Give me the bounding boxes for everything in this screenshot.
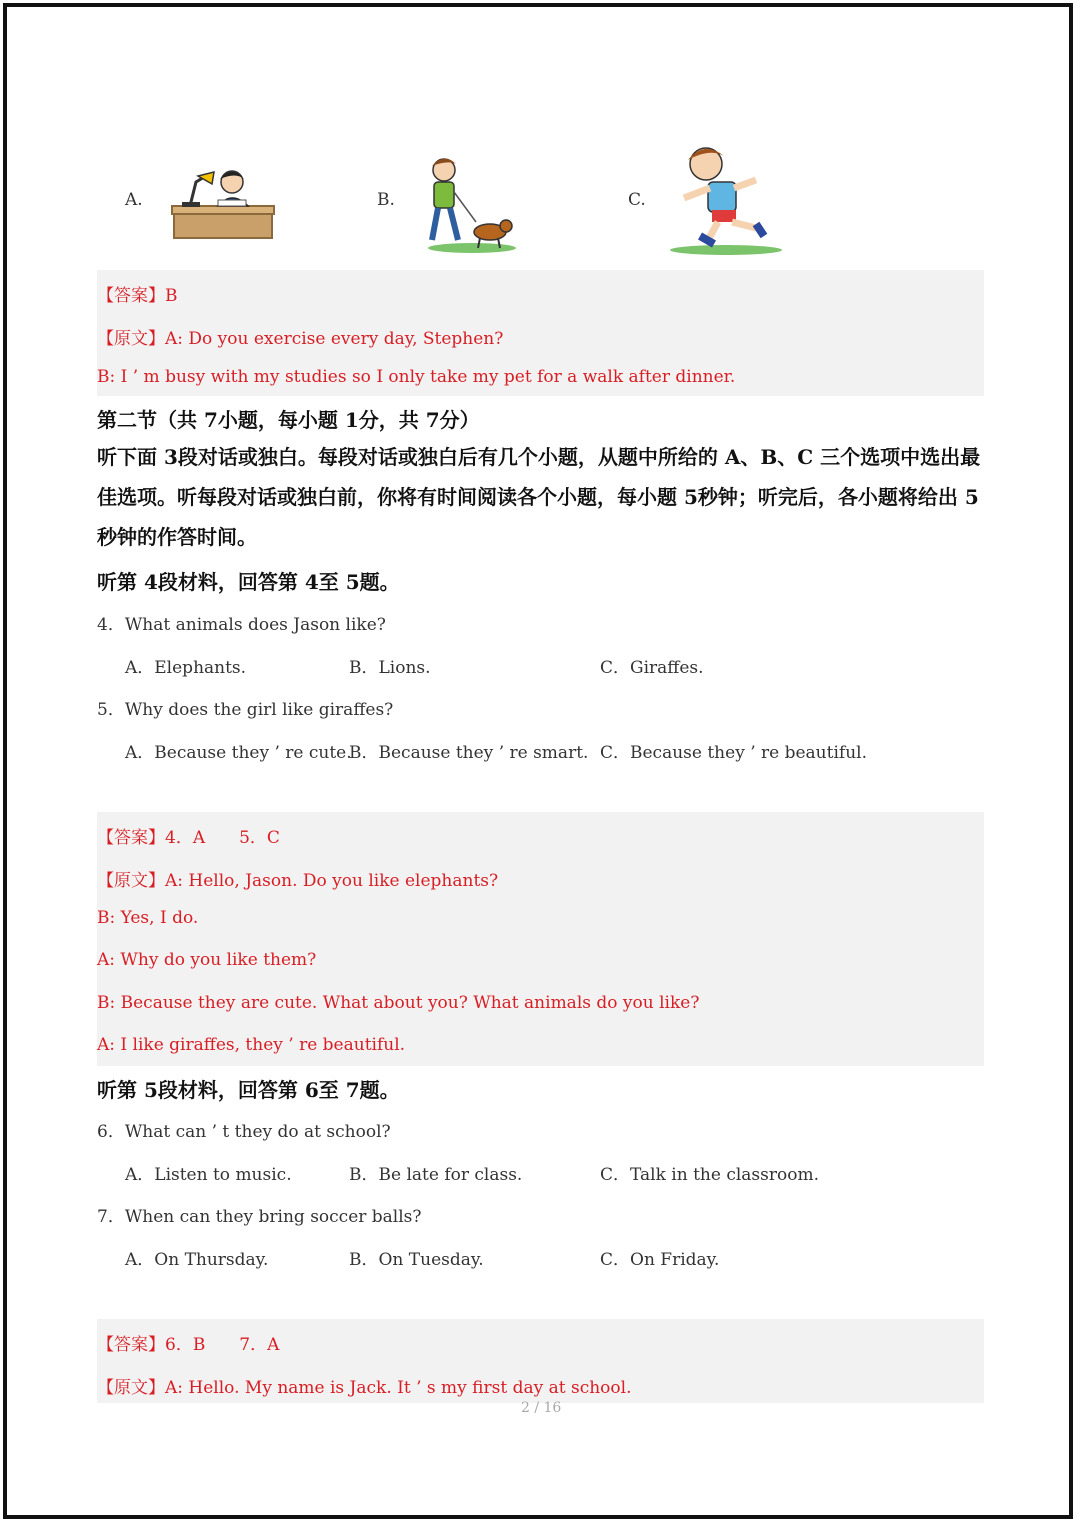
- q5-option-a: A．Because they ’ re cute.: [125, 743, 352, 763]
- section-instructions: 听下面 3段对话或独白。每段对话或独白后有几个小题，从题中所给的 A、B、C 三个选项中选出最佳选项。听每段对话或独白前，你将有时间阅读各个小题，每小题 5秒钟；听完后，各小题将给出 5秒钟的作答时间。: [97, 445, 981, 549]
- part4-heading: 听第 4段材料，回答第 4至 5题。: [97, 570, 400, 594]
- q5-option-b: B．Because they ’ re smart.: [349, 743, 589, 763]
- part5-heading: 听第 5段材料，回答第 6至 7题。: [97, 1078, 400, 1102]
- question-7: 7．When can they bring soccer balls?: [97, 1207, 422, 1227]
- question-6: 6．What can ’ t they do at school?: [97, 1122, 391, 1142]
- q6-option-b: B．Be late for class.: [349, 1165, 523, 1185]
- q4-option-a: A．Elephants.: [125, 658, 247, 678]
- option-a-letter: A.: [125, 190, 143, 210]
- q5-option-c: C．Because they ’ re beautiful.: [600, 743, 867, 763]
- boy-studying-at-desk-icon: [170, 162, 276, 242]
- page-number: 2 / 16: [521, 1400, 562, 1416]
- q6-option-c: C．Talk in the classroom.: [600, 1165, 819, 1185]
- part4-script-line-4: B: Because they are cute. What about you? What animals do you like?: [97, 993, 700, 1013]
- option-b-letter: B.: [377, 190, 395, 210]
- part4-script-line-3: A: Why do you like them?: [97, 950, 317, 970]
- part4-script-line-2: B: Yes, I do.: [97, 908, 199, 928]
- q7-option-b: B．On Tuesday.: [349, 1250, 484, 1270]
- section-title: 第二节（共 7小题，每小题 1分，共 7分）: [97, 408, 480, 432]
- part4-script-line-1: 【原文】A: Hello, Jason. Do you like elephants?: [97, 871, 499, 891]
- q4-option-b: B．Lions.: [349, 658, 431, 678]
- question-5: 5．Why does the girl like giraffes?: [97, 700, 394, 720]
- q3-answer: 【答案】B: [97, 286, 178, 306]
- q4-option-c: C．Giraffes.: [600, 658, 704, 678]
- option-c-letter: C.: [628, 190, 646, 210]
- q7-option-a: A．On Thursday.: [125, 1250, 269, 1270]
- part4-answer-box: [97, 812, 984, 1066]
- boy-running-icon: [664, 140, 786, 258]
- question-4: 4．What animals does Jason like?: [97, 615, 386, 635]
- q6-option-a: A．Listen to music.: [125, 1165, 292, 1185]
- part5-answer: 【答案】6．B 7．A: [97, 1335, 280, 1355]
- part5-script-line-1: 【原文】A: Hello. My name is Jack. It ’ s my first day at school.: [97, 1378, 632, 1398]
- q7-option-c: C．On Friday.: [600, 1250, 720, 1270]
- q3-script-line-1: 【原文】A: Do you exercise every day, Stephen?: [97, 329, 504, 349]
- part4-script-line-5: A: I like giraffes, they ’ re beautiful.: [97, 1035, 406, 1055]
- part4-answer: 【答案】4．A 5．C: [97, 828, 280, 848]
- boy-walking-dog-icon: [412, 152, 518, 256]
- q3-script-line-2: B: I ’ m busy with my studies so I only take my pet for a walk after dinner.: [97, 367, 736, 387]
